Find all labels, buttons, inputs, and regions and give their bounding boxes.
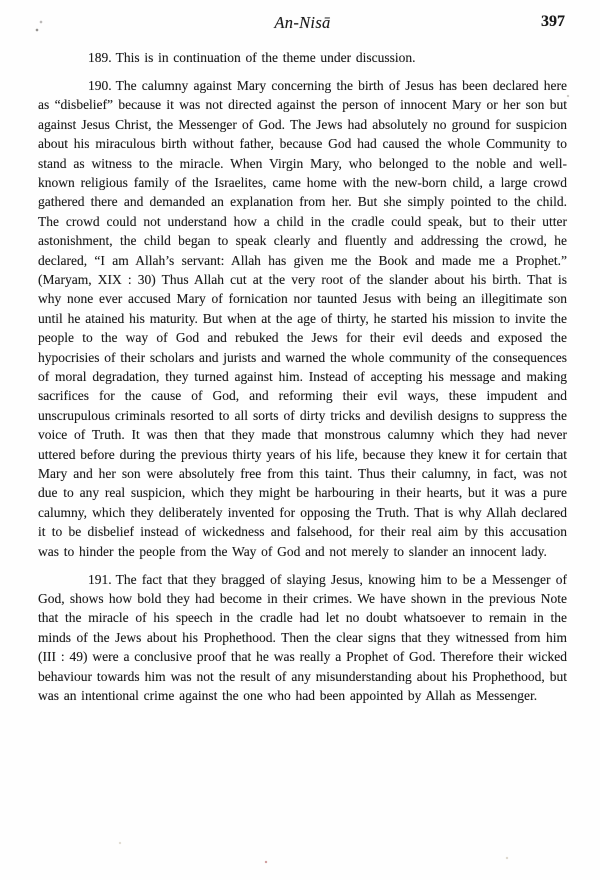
note-text-190: The calumny against Mary concerning the birth of Jesus has been declared here as “disbelief” because it was not directed against the person of innocent Mary or her son but against Jesus Christ, the Messenger of God. The Jews had absolutely no ground for suspicion about his miraculous birth without father, because God had caused the whole Community to stand as witness to the miracle. When Virgin Mary, who belonged to the noble and well-known religious family of the Israelites, came home with the new-born child, a large crowd gathered there and demanded an explanation from her. But she simply pointed to the child. The crowd could not understand how a child in the cradle could speak, but to their utter astonishment, the child began to speak clearly and fluently and addressing the crowd, he declared, “I am Allah’s servant: Allah has given me the Book and made me a Prophet.” (Maryam, XIX : 30) Thus Allah cut at the very root of the slander about his birth. That is why none ever accused Mary of fornication nor taunted Jesus with being an illegitimate son until he atained his maturity. But when at the age of thirty, he started his mission to invite the people to the way of God and rebuked the Jews for their evil deeds and exposed the hypocrisies of their scholars and jurists and warned the whole community of the consequences of moral degradation, they turned against him. Instead of accepting his message and making sacrifices for the cause of God, and reforming their evil ways, these impudent and unscrupulous criminals resorted to all sorts of dirty tricks and devilish designs to suppress the voice of Truth. It was then that they made that monstrous calumny which they had never uttered before during the previous thirty years of his life, because they knew it for certain that Mary and her son were absolutely free from this taint. Thus their calumny, in fact, was not due to any real suspicion, which they might be harbouring in their hearts, but it was a pure calumny, which they deliberately invented for opposing the Truth. That is why Allah declared it to be disbelief instead of wickedness and falsehood, for their real aim by this accusation was to hinder the people from the Way of God and not merely to slander an innocent lady. xyxy=(38,77,567,559)
note-number-189: 189. xyxy=(88,50,112,65)
paragraph-note-189 xyxy=(38,48,567,67)
page-header xyxy=(38,13,567,35)
note-number-191: 191. xyxy=(88,571,112,587)
note-number-190: 190. xyxy=(88,77,112,93)
commentary-text xyxy=(38,48,567,705)
note-text-191: The fact that they bragged of slaying Jesus, knowing him to be a Messenger of God, shows how bold they had become in their crimes. We have shown in the previous Note that the miracle of his speech in the cradle had let no doubt whatsoever to remain in the minds of the Jews about his Prophethood. Then the clear signs that they witnessed from him (III : 49) were a conclusive proof that he was really a Prophet of God. Therefore their wicked behaviour towards him was not the result of any misunderstanding about his Prophethood, but was an intentional crime against the one who had been appointed by Allah as Messenger. xyxy=(38,571,567,703)
paragraph-note-191 xyxy=(38,570,567,706)
surah-title: An-Nisā xyxy=(274,13,331,32)
page-number: 397 xyxy=(541,13,565,30)
note-text-189: This is in continuation of the theme under discussion. xyxy=(115,50,416,65)
paragraph-note-190 xyxy=(38,76,567,561)
